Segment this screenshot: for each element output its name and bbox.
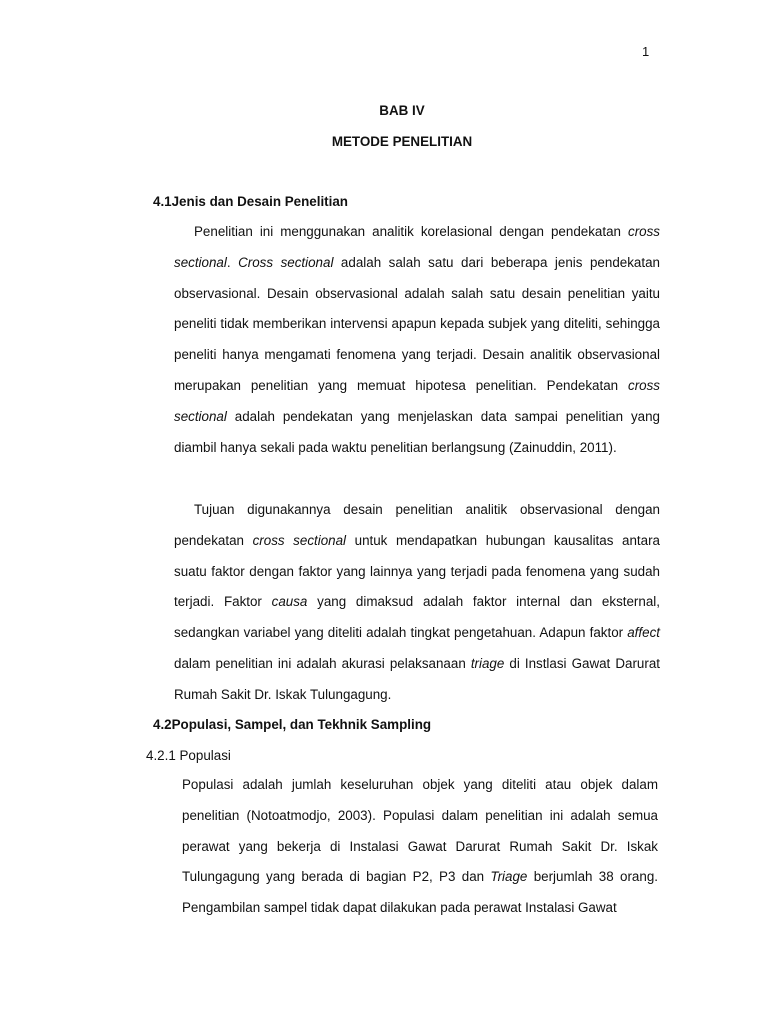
italic-term: cross sectional <box>174 224 660 270</box>
text-run: Tujuan digunakannya desain penelitian analitik observasional dengan pendekatan <box>174 502 660 548</box>
text-run: adalah salah satu dari beberapa jenis pendekatan observasional. Desain observasional adalah salah satu desain penelitian yaitu peneliti tidak memberikan intervensi apapun kepada subjek yang diteliti, sehingga peneliti hanya mengamati fenomena yang terjadi. Desain analitik observasional merupakan penelitian yang memuat hipotesa penelitian. Pendekatan <box>174 254 660 393</box>
chapter-label: BAB IV <box>379 103 425 118</box>
chapter-title: METODE PENELITIAN <box>331 134 473 149</box>
text-run: adalah pendekatan yang menjelaskan data sampai penelitian yang diambil hanya sekali pada waktu penelitian berlangsung (Zainuddin, 2011). <box>174 408 660 455</box>
text-run: yang dimaksud adalah faktor internal dan eksternal, sedangkan variabel yang diteliti adalah tingkat pengetahuan. Adapun faktor <box>174 594 660 641</box>
text-run: Penelitian ini menggunakan analitik korelasional dengan pendekatan <box>194 224 628 239</box>
section-heading-4-2: 4.2Populasi, Sampel, dan Tekhnik Sampling <box>153 717 432 732</box>
italic-term: cross sectional <box>174 377 660 424</box>
text-run: Populasi adalah jumlah keseluruhan objek yang diteliti atau objek dalam penelitian (Notoatmodjo, 2003). Populasi dalam penelitian ini adalah semua perawat yang bekerja di Instalasi Gawat Darurat Rumah Sakit Dr. Iskak Tulungagung yang berada di bagian P2, P3 dan <box>182 777 658 885</box>
text-run: di Instlasi Gawat Darurat Rumah Sakit Dr. Iskak Tulungagung. <box>174 655 660 702</box>
text-run: . <box>226 254 239 270</box>
italic-term: Cross sectional <box>238 254 334 270</box>
text-run: untuk mendapatkan hubungan kausalitas antara suatu faktor dengan faktor yang lainnya yang terjadi pada fenomena yang sudah terjadi. Faktor <box>174 532 660 610</box>
italic-term: Triage <box>490 869 528 885</box>
text-run: berjumlah 38 orang. Pengambilan sampel tidak dapat dilakukan pada perawat Instalasi Gawat <box>182 869 658 916</box>
page-number: 1 <box>642 44 650 59</box>
paragraph-population <box>182 770 658 924</box>
section-heading-4-1: 4.1Jenis dan Desain Penelitian <box>153 194 348 209</box>
subsection-heading-4-2-1: 4.2.1 Populasi <box>146 748 231 763</box>
paragraph-research-design <box>174 217 660 463</box>
italic-term: affect <box>627 625 660 641</box>
text-run: dalam penelitian ini adalah akurasi pelaksanaan <box>174 655 471 671</box>
italic-term: causa <box>271 594 308 610</box>
italic-term: cross sectional <box>252 532 347 548</box>
paragraph-research-purpose <box>174 495 660 711</box>
italic-term: triage <box>470 655 505 671</box>
